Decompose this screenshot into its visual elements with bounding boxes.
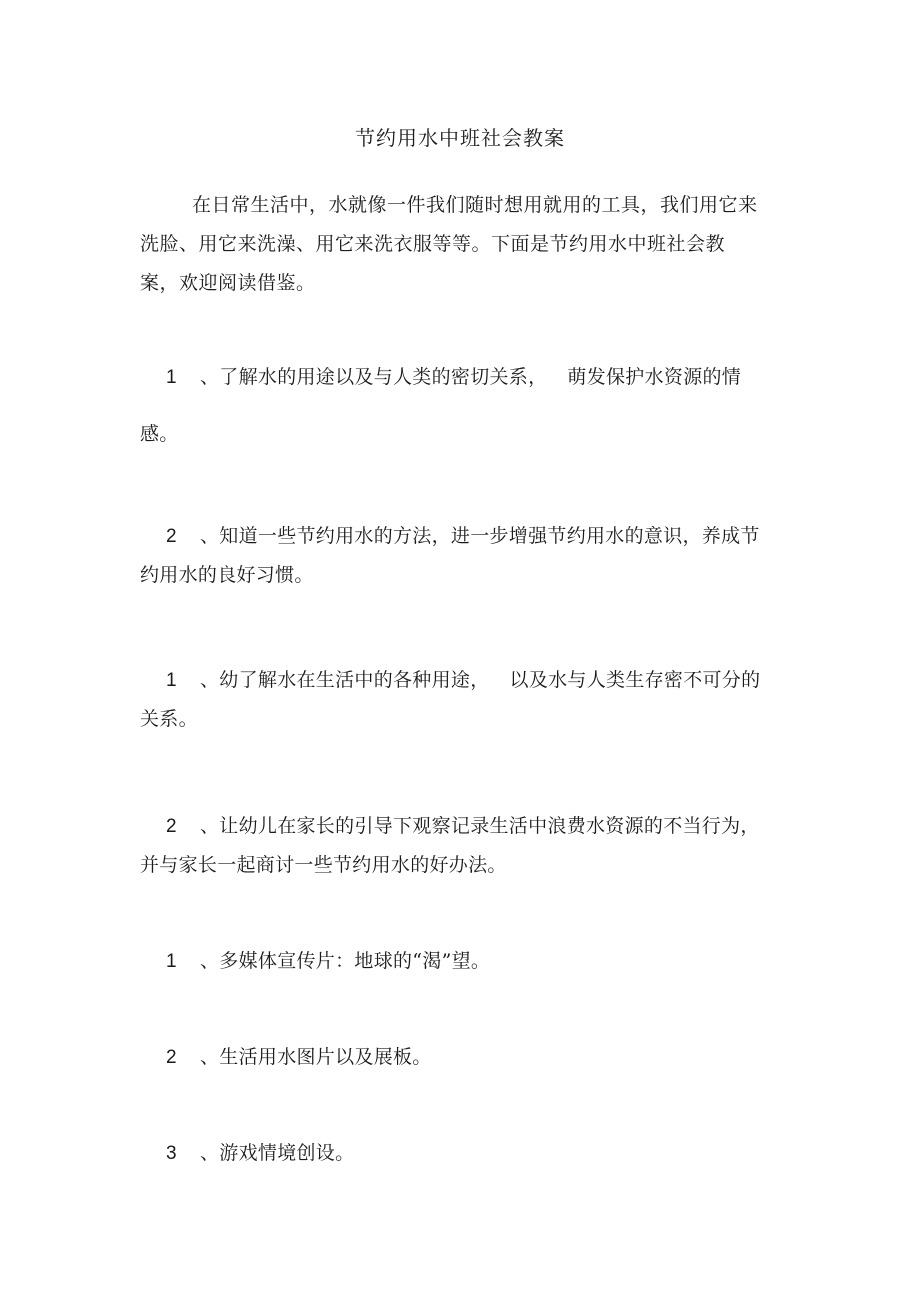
preparation-number: 3 xyxy=(166,1143,177,1164)
key-point-text-part-b: 以及水与人类生存密不可分的关系。 xyxy=(140,669,761,730)
preparation-item-2 xyxy=(140,1038,768,1077)
key-point-number: 1 xyxy=(166,670,177,691)
key-point-text: 、让幼儿在家长的引导下观察记录生活中浪费水资源的不当行为，并与家长一起商讨一些节约用水的好办法。 xyxy=(140,815,760,876)
preparation-text: 、游戏情境创设。 xyxy=(200,1142,355,1164)
preparation-text: 、生活用水图片以及展板。 xyxy=(200,1046,432,1068)
goal-text-part-b: 萌发保护水资源的情感。 xyxy=(140,366,742,445)
preparation-text: 、多媒体宣传片：地球的“渴”望。 xyxy=(200,950,491,972)
key-point-item-1 xyxy=(140,661,768,738)
preparation-item-3 xyxy=(140,1134,768,1173)
key-point-number: 2 xyxy=(166,816,177,837)
intro-paragraph: 在日常生活中，水就像一件我们随时想用就用的工具，我们用它来洗脸、用它来洗澡、用它来洗衣服等等。下面是节约用水中班社会教案，欢迎阅读借鉴。 xyxy=(140,194,758,294)
goal-item-2 xyxy=(140,517,768,594)
goal-text-part-a: 、了解水的用途以及与人类的密切关系， xyxy=(200,366,548,388)
goal-number: 1 xyxy=(166,367,177,388)
key-point-item-2 xyxy=(140,807,768,884)
document-title: 节约用水中班社会教案 xyxy=(355,126,565,150)
goal-number: 2 xyxy=(166,526,177,547)
goal-item-1 xyxy=(140,349,768,462)
goal-text: 、知道一些节约用水的方法，进一步增强节约用水的意识，养成节约用水的良好习惯。 xyxy=(140,525,760,586)
key-point-text-part-a: 、幼了解水在生活中的各种用途， xyxy=(200,669,490,691)
preparation-number: 2 xyxy=(166,1047,177,1068)
preparation-number: 1 xyxy=(166,951,177,972)
preparation-item-1 xyxy=(140,942,768,981)
